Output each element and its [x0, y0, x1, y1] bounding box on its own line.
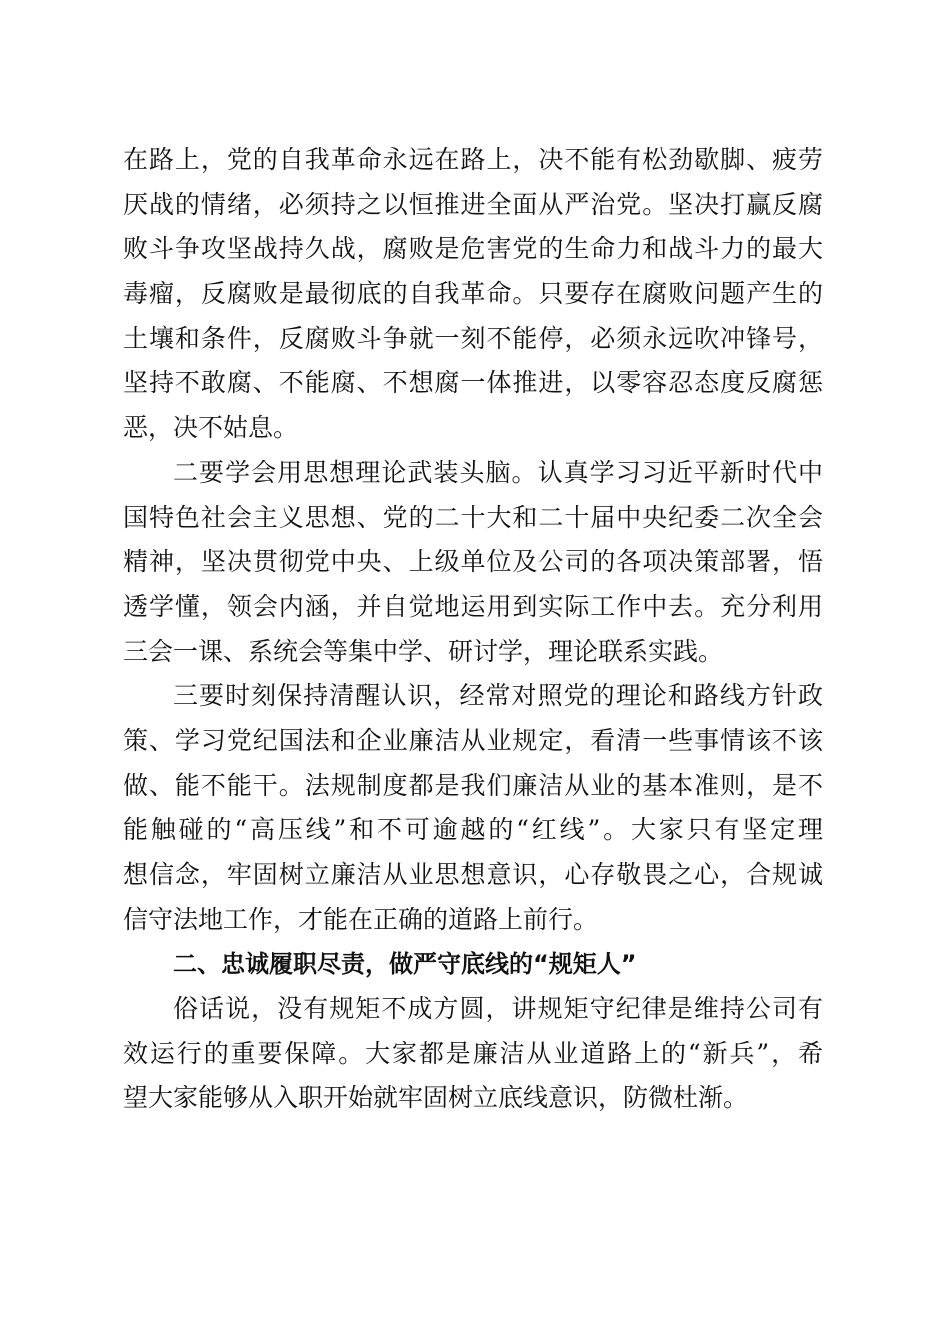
- section-heading: 二、忠诚履职尽责，做严守底线的“规矩人”: [173, 950, 637, 979]
- text-line: 在路上，党的自我革命永远在路上，决不能有松劲歇脚、疲劳: [123, 145, 823, 174]
- text-line: 想信念，牢固树立廉洁从业思想意识，心存敬畏之心，合规诚: [123, 860, 823, 889]
- text-line: 信守法地工作，才能在正确的道路上前行。: [123, 904, 599, 934]
- text-line: 俗话说，没有规矩不成方圆，讲规矩守纪律是维持公司有: [173, 994, 823, 1024]
- text-line: 二要学会用思想理论武装头脑。认真学习习近平新时代中: [173, 457, 823, 487]
- text-line: 厌战的情绪，必须持之以恒推进全面从严治党。坚决打赢反腐: [123, 189, 823, 219]
- text-line: 精神，坚决贯彻党中央、上级单位及公司的各项决策部署，悟: [123, 547, 823, 577]
- text-line: 透学懂，领会内涵，并自觉地运用到实际工作中去。充分利用: [123, 591, 823, 621]
- text-line: 土壤和条件，反腐败斗争就一刻不能停，必须永远吹冲锋号，: [123, 323, 823, 353]
- text-line: 做、能不能干。法规制度都是我们廉洁从业的基本准则，是不: [123, 770, 823, 800]
- text-line: 能触碰的“高压线”和不可逾越的“红线”。大家只有坚定理: [123, 815, 823, 845]
- text-line: 败斗争攻坚战持久战，腐败是危害党的生命力和战斗力的最大: [123, 234, 823, 264]
- text-line: 策、学习党纪国法和企业廉洁从业规定，看清一些事情该不该: [123, 725, 823, 755]
- text-line: 恶，决不姑息。: [123, 413, 299, 443]
- text-line: 国特色社会主义思想、党的二十大和二十届中央纪委二次全会: [123, 502, 823, 532]
- text-line: 毒瘤，反腐败是最彻底的自我革命。只要存在腐败问题产生的: [123, 279, 823, 309]
- text-line: 望大家能够从入职开始就牢固树立底线意识，防微杜渐。: [123, 1083, 749, 1113]
- text-line: 效运行的重要保障。大家都是廉洁从业道路上的“新兵”，希: [123, 1038, 823, 1068]
- text-line: 三要时刻保持清醒认识，经常对照党的理论和路线方针政: [173, 681, 823, 711]
- document-body: [123, 138, 823, 1121]
- text-line: 三会一课、系统会等集中学、研讨学，理论联系实践。: [123, 636, 724, 666]
- text-line: 坚持不敢腐、不能腐、不想腐一体推进，以零容忍态度反腐惩: [123, 368, 823, 398]
